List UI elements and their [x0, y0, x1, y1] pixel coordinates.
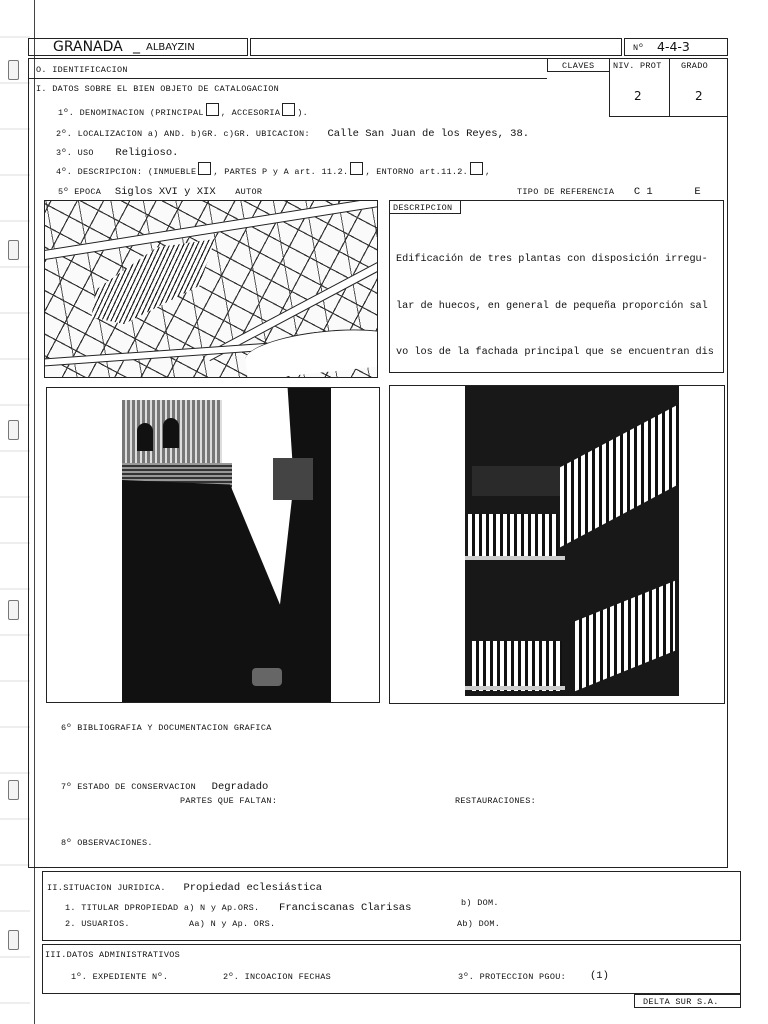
niv-prot-label: NIV. PROT	[613, 61, 662, 71]
uso-value: Religioso.	[115, 147, 179, 159]
location-map	[44, 200, 378, 378]
description-title-box	[389, 200, 461, 214]
descripcion-label: 4º. DESCRIPCION: (INMUEBLE	[56, 167, 197, 177]
binder-strip	[0, 0, 30, 1024]
photo-gallery-railing	[472, 641, 562, 691]
conservacion-value: Degradado	[211, 781, 269, 793]
situacion-juridica-row	[47, 877, 322, 895]
autor-label: AUTOR	[235, 187, 263, 197]
situacion-juridica-value: Propiedad eclesiástica	[183, 882, 323, 894]
section-2-box	[42, 871, 741, 941]
binder-hole	[8, 420, 19, 440]
usuarios-names-label: Aa) N y Ap. ORS.	[189, 919, 276, 929]
footer-box	[634, 994, 741, 1008]
photo-roof-eave	[472, 466, 562, 496]
usuarios-dom-label: Ab) DOM.	[457, 919, 501, 929]
grado-label: GRADO	[681, 61, 709, 71]
header-city-box	[28, 38, 248, 56]
footer-company: DELTA SUR S.A.	[643, 997, 719, 1007]
photo-gallery-railing	[468, 514, 558, 558]
binder-hole	[8, 60, 19, 80]
checkbox-partes[interactable]	[350, 162, 363, 175]
header-num-label: Nº	[633, 43, 644, 53]
divider	[28, 78, 547, 79]
binder-hole	[8, 930, 19, 950]
localizacion-label: 2º. LOCALIZACION a) AND. b)GR. c)GR. UBICACION:	[56, 129, 310, 139]
entorno-label: , ENTORNO art.11.2.	[365, 167, 469, 177]
claves-header	[547, 58, 610, 72]
denominacion-end: ).	[297, 108, 309, 118]
titular-row	[65, 897, 411, 915]
header-code: 4-4-3	[657, 39, 690, 54]
map-highlighted-parcel	[85, 239, 215, 324]
proteccion-label: 3º. PROTECCION PGOU:	[458, 972, 567, 982]
tipo-referencia-label: TIPO DE REFERENCIA	[517, 187, 615, 197]
photo-beam	[465, 556, 565, 560]
header-district: ALBAYZIN	[146, 42, 195, 53]
localizacion-value: Calle San Juan de los Reyes, 38.	[327, 128, 530, 140]
section-3-title: III.DATOS ADMINISTRATIVOS	[45, 950, 181, 960]
photo-tower-opening	[137, 423, 153, 451]
checkbox-entorno[interactable]	[470, 162, 483, 175]
header-number-box	[624, 38, 728, 56]
conservacion-label: 7º ESTADO DE CONSERVACION	[61, 782, 197, 792]
grado-cell	[669, 58, 728, 117]
header-blank-box	[250, 38, 622, 56]
photo-balcony	[273, 458, 313, 500]
tipo-referencia-row	[517, 181, 701, 199]
description-line: Edificación de tres plantas con disposición irregu-	[396, 254, 708, 265]
titular-dom-label: b) DOM.	[461, 898, 499, 908]
binder-hole	[8, 780, 19, 800]
header-dash: _	[133, 38, 140, 54]
section-6-title: 6º BIBLIOGRAFIA Y DOCUMENTACION GRAFICA	[61, 723, 272, 733]
epoca-row	[58, 181, 262, 199]
epoca-label: 5º EPOCA	[58, 187, 102, 197]
titular-label: 1. TITULAR DPROPIEDAD a) N y Ap.ORS.	[65, 903, 260, 913]
localizacion-row	[56, 123, 529, 141]
grado-value: 2	[695, 89, 703, 103]
accesoria-label: , ACCESORIA	[220, 108, 281, 118]
claves-label: CLAVES	[562, 61, 595, 71]
checkbox-inmueble[interactable]	[198, 162, 211, 175]
partes-faltan-label: PARTES QUE FALTAN:	[180, 796, 278, 806]
niv-prot-value: 2	[634, 89, 642, 103]
denominacion-label: 1º. DENOMINACION (PRINCIPAL	[58, 108, 204, 118]
map-road	[44, 342, 275, 367]
binder-hole	[8, 600, 19, 620]
description-box	[389, 200, 724, 373]
epoca-value: Siglos XVI y XIX	[114, 186, 216, 198]
photo-car	[252, 668, 282, 686]
niv-prot-cell	[609, 58, 670, 117]
descripcion-row	[56, 162, 490, 177]
description-line: lar de huecos, en general de pequeña proporción sal	[396, 300, 708, 312]
usuarios-label: 2. USUARIOS.	[65, 919, 130, 929]
tipo-referencia-grade: E	[694, 186, 701, 198]
photo-street-tower	[46, 387, 380, 703]
incoacion-label: 2º. INCOACION FECHAS	[223, 972, 332, 982]
claves-table	[547, 58, 728, 117]
uso-label: 3º. USO	[56, 148, 94, 158]
restauraciones-label: RESTAURACIONES:	[455, 796, 537, 806]
uso-row	[56, 142, 178, 160]
section-8-title: 8º OBSERVACIONES.	[61, 838, 153, 848]
photo-beam	[465, 686, 565, 690]
titular-value: Franciscanas Clarisas	[279, 902, 412, 914]
section-0-title: O. IDENTIFICACION	[36, 65, 128, 75]
header-city: GRANADA	[53, 39, 123, 55]
partes-label: , PARTES P y A art. 11.2.	[213, 167, 349, 177]
section-1-title: I. DATOS SOBRE EL BIEN OBJETO DE CATALOGACION	[36, 84, 280, 94]
photo-courtyard	[389, 385, 725, 704]
expediente-label: 1º. EXPEDIENTE Nº.	[71, 972, 169, 982]
photo-tower-opening	[163, 418, 179, 448]
proteccion-value: (1)	[590, 970, 609, 982]
tipo-referencia-value: C 1	[633, 186, 653, 198]
checkbox-accesoria[interactable]	[282, 103, 295, 116]
section-2-title: II.SITUACION JURIDICA.	[47, 883, 166, 893]
binder-hole	[8, 240, 19, 260]
descripcion-end: ,	[485, 167, 491, 177]
description-line: vo los de la fachada principal que se encuentran dis	[396, 347, 714, 358]
section-3-box	[42, 944, 741, 994]
checkbox-principal[interactable]	[206, 103, 219, 116]
denominacion-row	[58, 103, 308, 118]
map-road	[44, 200, 378, 261]
conservacion-row	[61, 776, 268, 794]
description-title: DESCRIPCION	[393, 203, 453, 213]
